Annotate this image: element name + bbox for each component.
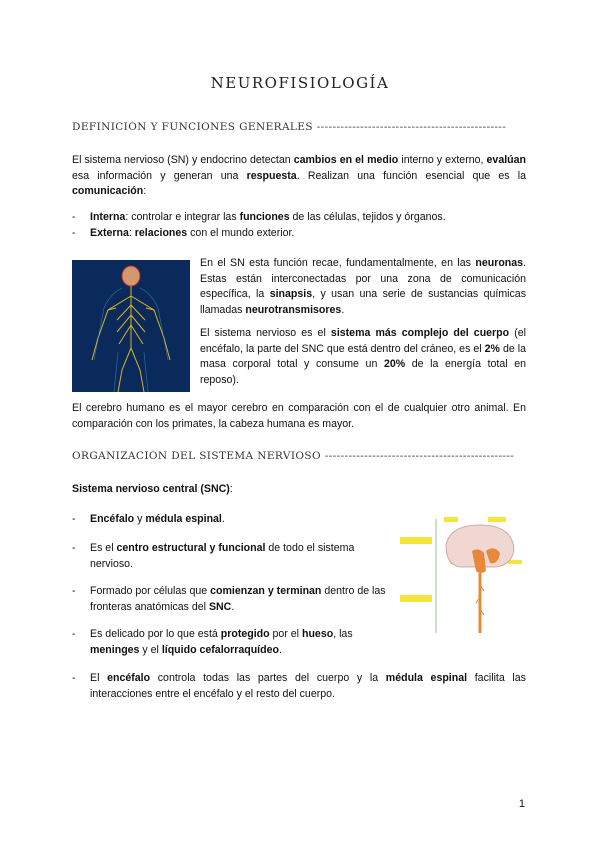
bullet-text — [90, 211, 446, 223]
section-heading-text: ORGANIZACIÓN DEL SISTEMA NERVIOSO — [72, 450, 322, 462]
text-run: de la energía total en reposo). — [200, 358, 526, 386]
bold-run: médula espinal — [385, 672, 468, 684]
bold-run: hueso — [301, 628, 334, 640]
text-run: . Estas están interconectadas por una zona de comunicación específica, la — [200, 257, 526, 300]
text-run: Formado por células que — [90, 585, 211, 597]
bullet-text — [90, 513, 225, 525]
bold-run: sistema más complejo del cuerpo — [330, 327, 510, 339]
text-run: . — [278, 643, 282, 656]
brain-diagram — [400, 515, 530, 637]
bold-run: centro estructural y funcional — [116, 542, 266, 554]
paragraph-neuronas — [200, 256, 526, 318]
section-heading-definicion: DEFINICIÓN Y FUNCIONES GENERALES ------------------------------------------------ — [72, 121, 507, 133]
bullet-protegido: - Es delicado por lo que está protegido por el hueso, las meninges y el líquido cefalorraquídeo. — [72, 628, 353, 656]
bold-run: Interna — [90, 211, 126, 223]
intro-paragraph — [72, 153, 526, 200]
text-run: El — [90, 672, 108, 684]
diagram-label-box — [488, 517, 506, 522]
brainstem-shape — [472, 549, 486, 573]
subheading-snc — [72, 482, 372, 498]
text-run: . Realizan una función esencial que es la — [296, 169, 526, 182]
text-run: El sistema nervioso es el — [200, 327, 331, 339]
bold-run: Sistema nervioso central (SNC) — [72, 483, 230, 495]
text-run: El sistema nervioso (SN) y endocrino detectan — [72, 154, 294, 166]
text-run: facilita las interacciones entre el encéfalo y el resto del cuerpo. — [90, 672, 526, 700]
text-run: . — [231, 600, 235, 613]
text-run: , las — [333, 628, 353, 640]
text-run: , y usan una serie de sustancias químicas llamadas — [200, 288, 526, 316]
diagram-label-box — [400, 595, 432, 602]
text-run: . — [341, 303, 345, 316]
text-run: : — [143, 185, 147, 197]
bold-run: evalúan — [486, 154, 526, 166]
bold-run: Externa — [90, 227, 129, 239]
bold-run: Encéfalo — [90, 513, 135, 525]
bold-run: relaciones — [134, 227, 188, 239]
text-run: de las células, tejidos y órganos. — [289, 211, 446, 223]
bullet-encefalo-controla: - El encéfalo controla todas las partes del cuerpo y la médula espinal facilita las interacciones entre el encéfalo y el resto del cuerpo. — [72, 672, 526, 700]
bold-run: 20% — [383, 358, 406, 370]
bold-run: neurotransmisores — [245, 303, 342, 316]
bold-run: encéfalo — [107, 672, 151, 684]
text-run: : controlar e integrar las — [125, 211, 240, 223]
bullet-encefalo: - Encéfalo y médula espinal. — [72, 513, 225, 525]
paragraph-cerebro — [72, 401, 526, 432]
bold-run: cambios en el medio — [293, 154, 399, 166]
text-run: con el mundo exterior. — [187, 227, 295, 239]
text-run: . — [221, 513, 225, 525]
text-run: de todo el sistema nervioso. — [90, 542, 355, 570]
text-run: dentro de las fronteras anatómicas del — [90, 585, 386, 613]
text-run: esa información y generan una — [72, 169, 247, 182]
page-number: 1 — [518, 798, 525, 810]
page-title: NEUROFISIOLOGÍA — [210, 74, 390, 92]
section-heading-organizacion: ORGANIZACIÓN DEL SISTEMA NERVIOSO ------------------------------------------------ — [72, 450, 515, 462]
section-heading-text: DEFINICIÓN Y FUNCIONES GENERALES — [72, 121, 313, 133]
text-run: En el SN esta función recae, fundamentalmente, en las — [200, 257, 476, 269]
text-run: de la masa corporal total y consume un — [200, 342, 526, 370]
diagram-label-box — [508, 560, 522, 564]
bullet-centro: - Es el centro estructural y funcional de todo el sistema nervioso. — [72, 542, 355, 570]
bullet-text — [90, 585, 386, 613]
bullet-externa: - Externa: relaciones con el mundo exterior. — [72, 227, 295, 239]
bold-run: respuesta — [246, 169, 297, 182]
bullet-text — [90, 227, 294, 239]
paragraph-sistema-complejo — [200, 326, 526, 388]
text-run: Es el — [90, 542, 117, 554]
bullet-interna: - Interna: controlar e integrar las funciones de las células, tejidos y órganos. — [72, 211, 446, 223]
diagram-label-box — [444, 517, 458, 522]
bold-run: médula espinal — [145, 513, 222, 525]
bold-run: líquido cefalorraquídeo — [161, 643, 279, 656]
bullet-text — [90, 542, 354, 570]
text-run: y el — [139, 643, 162, 656]
bold-run: comunicación — [72, 185, 144, 197]
bold-run: SNC — [208, 600, 232, 613]
bold-run: protegido — [220, 628, 270, 640]
bold-run: sinapsis — [269, 288, 313, 300]
text-run: : — [229, 483, 233, 495]
bullet-text — [72, 672, 526, 700]
bold-run: funciones — [239, 211, 290, 223]
text-run: : — [128, 227, 135, 239]
bold-run: meninges — [90, 643, 140, 656]
bullet-text — [90, 628, 353, 656]
text-run: El cerebro humano es el mayor cerebro en comparación con el de cualquier otro animal. En comparación con los primates, la cabeza humana es mayor. — [72, 402, 526, 430]
text-run: controla todas las partes del cuerpo y la — [150, 672, 386, 684]
bold-run: 2% — [484, 342, 500, 355]
diagram-label-box — [400, 537, 432, 544]
text-run: Es delicado por lo que está — [90, 628, 221, 640]
text-run: y — [134, 513, 146, 525]
bullet-formado: - Formado por células que comienzan y terminan dentro de las fronteras anatómicas del SNC. — [72, 585, 386, 613]
text-run: por el — [269, 628, 302, 640]
text-run: (el encéfalo, la parte del SNC que está dentro del cráneo, es el — [200, 327, 527, 355]
brain-shape — [122, 266, 140, 286]
nervous-system-figure — [72, 260, 190, 392]
text-run: interno y externo, — [398, 154, 487, 166]
bold-run: comienzan y terminan — [210, 585, 322, 597]
bold-run: neuronas — [475, 257, 524, 269]
